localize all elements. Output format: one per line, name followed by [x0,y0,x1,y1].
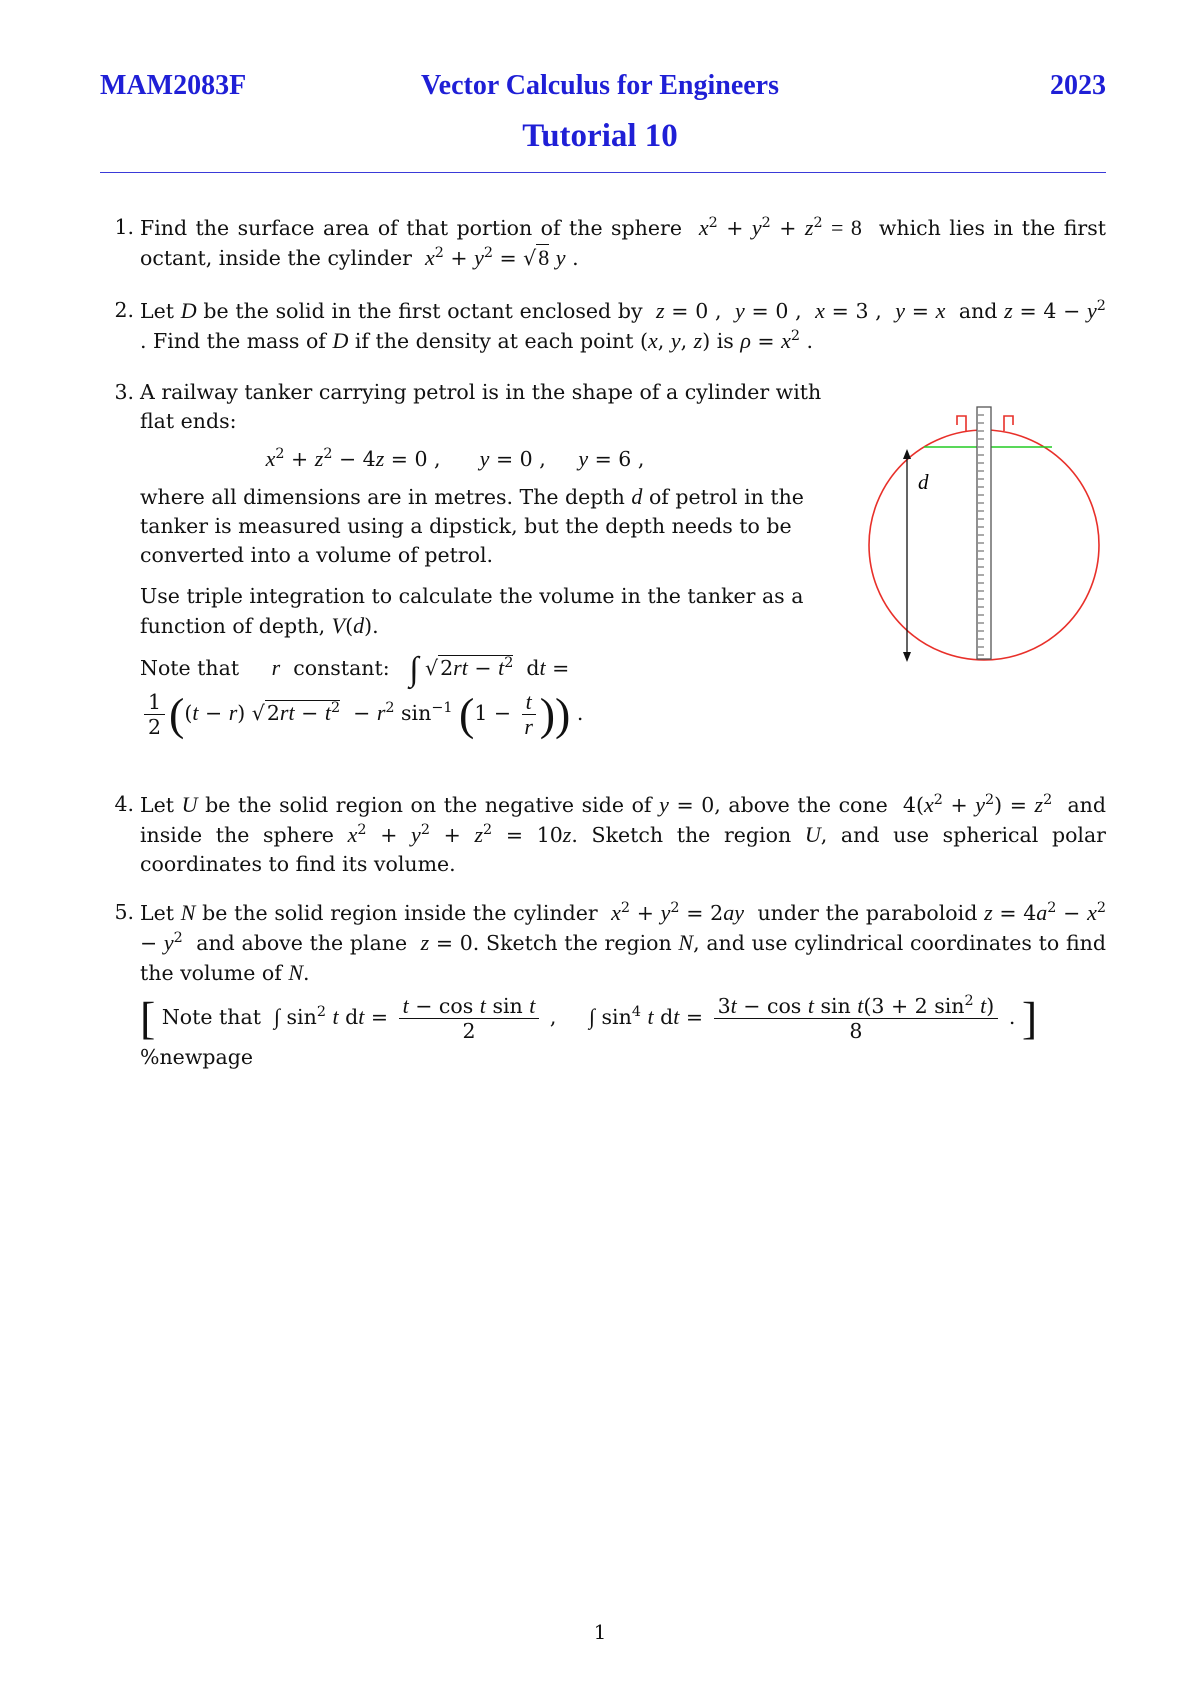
problem-text: . Sketch the region [571,823,792,847]
problem-text: A railway tanker carrying petrol is in the shape of a cylinder with flat ends: [140,380,822,433]
problem-text: be the solid region inside the cylinder [202,901,598,925]
problem-text: . Find the mass of [140,329,326,353]
integral-note: Note that r constant: ∫ $√2rt - t^2$ dt = [140,651,570,688]
problem-number: 3. [114,380,134,404]
problem-text: , above the cone [714,793,888,817]
course-title: Vector Calculus for Engineers [420,70,780,101]
problem-text: . Sketch the region [472,931,672,955]
problem-text: , and use cylindrical coordinates to find the volume of [140,931,1106,985]
problem-5: 5. Let N be the solid region inside the cylinder $x^2 + y^2 = 2ay$ under the paraboloid $z = 4a^2 - x^2 - y^2$ and above the plane z = 0. Sketch the region N, and use cylindrical coordinates to find the volume of N. [ Note that ∫ $\sin^2 t$ dt = $\frac{\text{t − cos t sin t}}{2}$ , ∫ $\sin^4 t$ dt = $\frac{3t - \cos t \sin t(3 + 2 \sin^2 t)}{8}$ . ] %newpage [100,898,1106,1072]
problem-text: Use triple integration to calculate the volume in the tanker as a function of depth, [140,584,804,638]
problem-text: if the density at each point [354,329,634,353]
note-label: Note that [161,1005,261,1029]
problem-number: 5. [114,900,134,924]
stray-text: %newpage [140,1045,253,1069]
tanker-diagram [860,395,1120,675]
problem-3: 3. A railway tanker carrying petrol is in the shape of a cylinder with flat ends: $x^2 + z^2 - 4z = 0$ , y = 0 , y = 6 , where all dimensions are in metres. The depth d of petrol in the tanker is measured using a dipstick, but the depth needs to be converted into a volume of petrol. Use triple integration to calculate the volume in the tanker as a function of depth, V(d). Note that r constant: ∫ $√2rt - t^2$ dt = $\frac{1}{2}$ ((t − r) $√2rt - t^2 - r^2$ $\sin^{-1} (1$ − $\frac{t}{r}$ )) . [100,378,860,739]
year: 2023 [1050,70,1106,101]
problem-1: 1. Find the surface area of that portion of the sphere $x^2 + y^2 + z^2 = 8$ which lies in the first octant, inside the cylinder $x^2 + y^2 = √8$ y . [100,213,1106,273]
tutorial-title: Tutorial 10 [522,118,678,154]
problem-text: , and use spherical polar coordinates to find its volume. [140,823,1106,876]
header-rule [100,172,1106,173]
problem-text: under the paraboloid [757,901,978,925]
problem-text: and inside the sphere [140,793,1106,847]
problem-4: 4. Let U be the solid region on the negative side of y = 0, above the cone $4(x^2 + y^2) = z^2$ and inside the sphere $x^2 + y^2 + z^2 = 10z$. Sketch the region U, and use spherical polar coordinates to find its volume. [100,790,1106,879]
problem-text: and [958,299,998,323]
course-code: MAM2083F [100,70,247,101]
problem-text: where all dimensions are in metres. The depth [140,485,625,509]
constant-label: constant: [293,656,390,680]
integral-hints: [ Note that ∫ $\sin^2 t$ dt = $\frac{\text{t − cos t sin t}}{2}$ , ∫ $\sin^4 t$ dt = $\frac{3t - \cos t \sin t(3 + 2 \sin^2 t)}{8}$ . ] [140,992,1038,1044]
tanker-equation: $x^2 + z^2 - 4z = 0$ , y = 0 , y = 6 , [265,446,645,471]
problem-text: Find the surface area of that portion of the sphere [140,216,682,240]
problem-number: 2. [114,298,134,322]
problem-text: and above the plane [196,931,408,955]
integral-result: $\frac{1}{2}$ ((t − r) $√2rt - t^2 - r^2$ $\sin^{-1} (1$ − $\frac{t}{r}$ )) . [140,690,860,739]
problem-text: is [716,329,734,353]
page-number: 1 [593,1620,607,1644]
problem-text: be the solid in the first octant enclosed by [203,299,643,323]
problem-text: be the solid region on the negative side of [205,793,652,817]
problem-text: Let [140,901,174,925]
problem-text: Let [140,299,174,323]
dipstick [977,407,991,659]
problem-text: of petrol in the tanker is measured using a dipstick, but the depth needs to be converted into a volume of petrol. [140,485,804,567]
depth-label: d [918,470,929,494]
problem-2: 2. Let D be the solid in the first octant enclosed by z = 0 , y = 0 , x = 3 , y = x and $z = 4 - y^2$ . Find the mass of D if the density at each point (x, y, z) is $\rho = x^2$ . [100,296,1106,356]
problem-text: which lies in the first octant, inside the cylinder [140,216,1106,270]
note-label: Note that [140,656,240,680]
problem-number: 1. [114,215,134,239]
problem-number: 4. [114,792,134,816]
problem-text: Let [140,793,174,817]
